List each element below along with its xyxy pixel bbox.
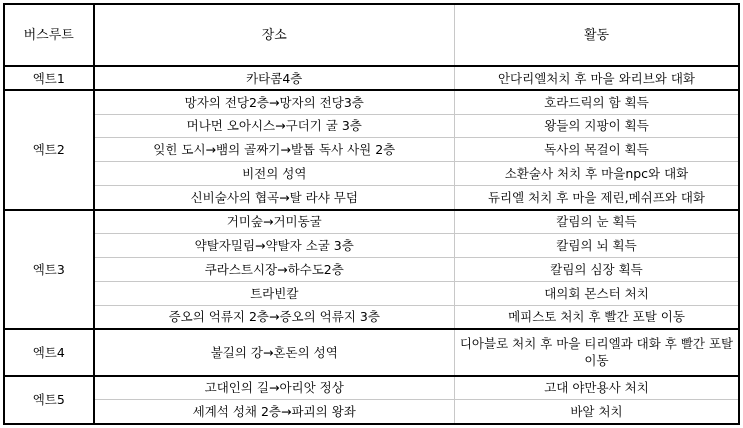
place-cell: 고대인의 길→아리앗 정상 — [94, 376, 455, 400]
activity-cell: 메피스토 처치 후 빨간 포탈 이동 — [455, 305, 739, 329]
place-cell: 쿠라스트시장→하수도2층 — [94, 257, 455, 281]
table-row — [5, 114, 739, 138]
table-row — [5, 281, 739, 305]
place-cell: 머나먼 오아시스→구더기 굴 3층 — [94, 114, 455, 138]
activity-cell: 디아블로 처치 후 마을 티리엘과 대화 후 빨간 포탈 이동 — [455, 329, 739, 376]
table-row — [5, 210, 739, 234]
table-row — [5, 305, 739, 329]
act-cell: 엑트5 — [5, 376, 94, 424]
table-row — [5, 66, 739, 90]
place-cell: 증오의 억류지 2층→증오의 억류지 3층 — [94, 305, 455, 329]
activity-cell: 대의회 몬스터 처치 — [455, 281, 739, 305]
activity-cell: 소환술사 처치 후 마을npc와 대화 — [455, 162, 739, 186]
header-row — [5, 5, 739, 67]
place-cell: 거미숲→거미동굴 — [94, 210, 455, 234]
table-row — [5, 138, 739, 162]
place-cell: 불길의 강→혼돈의 성역 — [94, 329, 455, 376]
place-cell: 비전의 성역 — [94, 162, 455, 186]
activity-cell: 칼림의 심장 획득 — [455, 257, 739, 281]
place-cell: 약탈자밀림→약탈자 소굴 3층 — [94, 233, 455, 257]
place-cell: 트라빈칼 — [94, 281, 455, 305]
act-cell: 엑트3 — [5, 210, 94, 329]
activity-cell: 바알 처치 — [455, 400, 739, 424]
header-act: 버스루트 — [5, 5, 94, 67]
place-cell: 카타콤4층 — [94, 66, 455, 90]
place-cell: 신비술사의 협곡→탈 라샤 무덤 — [94, 186, 455, 210]
act-cell: 엑트1 — [5, 66, 94, 90]
table-row — [5, 329, 739, 376]
activity-cell: 듀리엘 처치 후 마을 제린,메쉬프와 대화 — [455, 186, 739, 210]
activity-cell: 호라드릭의 함 획득 — [455, 90, 739, 114]
place-cell: 잊힌 도시→뱀의 골짜기→발톱 독사 사원 2층 — [94, 138, 455, 162]
activity-cell: 독사의 목걸이 획득 — [455, 138, 739, 162]
header-place: 장소 — [94, 5, 455, 67]
act-cell: 엑트4 — [5, 329, 94, 376]
bus-route-table — [4, 4, 739, 424]
place-cell: 망자의 전당2층→망자의 전당3층 — [94, 90, 455, 114]
act-cell: 엑트2 — [5, 90, 94, 209]
table-row — [5, 186, 739, 210]
table-row — [5, 162, 739, 186]
activity-cell: 안다리엘처치 후 마을 와리브와 대화 — [455, 66, 739, 90]
activity-cell: 칼림의 뇌 획득 — [455, 233, 739, 257]
table-row — [5, 233, 739, 257]
header-activity: 활동 — [455, 5, 739, 67]
table-row — [5, 400, 739, 424]
activity-cell: 고대 야만용사 처치 — [455, 376, 739, 400]
activity-cell: 칼림의 눈 획득 — [455, 210, 739, 234]
activity-cell: 왕들의 지팡이 획득 — [455, 114, 739, 138]
table-row — [5, 257, 739, 281]
place-cell: 세계석 성채 2층→파괴의 왕좌 — [94, 400, 455, 424]
table-row — [5, 376, 739, 400]
table-row — [5, 90, 739, 114]
